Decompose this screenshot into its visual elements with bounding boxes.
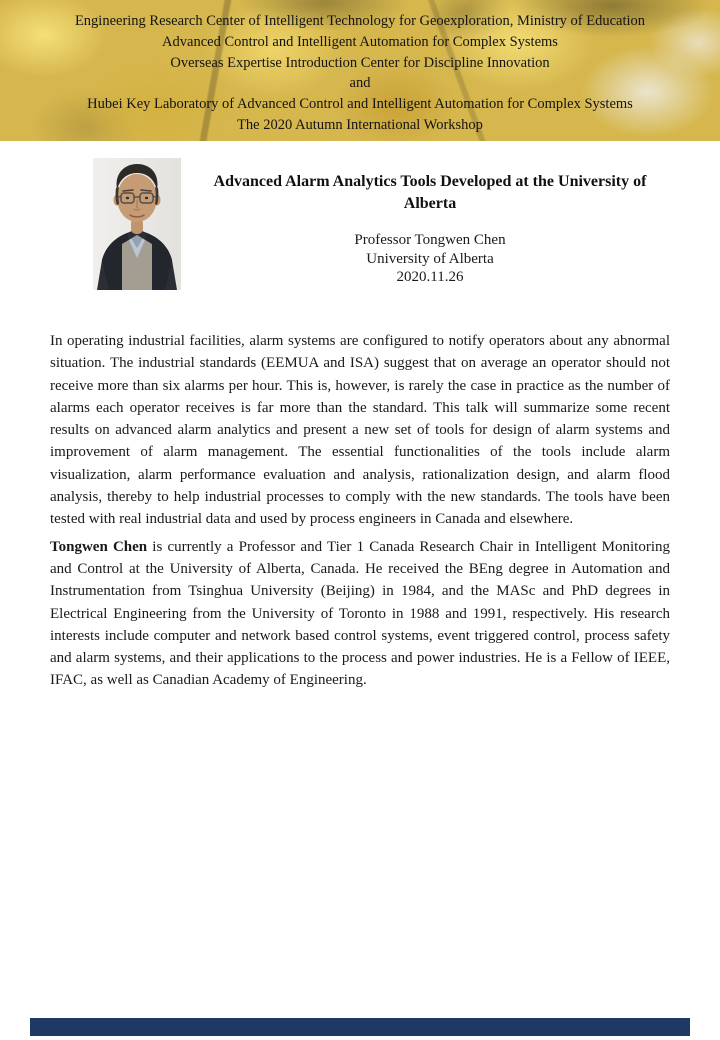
title-block xyxy=(190,171,670,287)
header-line-4: and xyxy=(349,75,371,92)
speaker-block xyxy=(190,231,670,287)
header-line-5: Hubei Key Laboratory of Advanced Control and Intelligent Automation for Complex Systems xyxy=(87,96,633,113)
bio-paragraph xyxy=(50,536,670,692)
header-line-2: Advanced Control and Intelligent Automation for Complex Systems xyxy=(162,33,558,50)
talk-title: Advanced Alarm Analytics Tools Developed at the University of Alberta xyxy=(213,173,647,212)
header-line-1: Engineering Research Center of Intelligent Technology for Geoexploration, Ministry of Education xyxy=(74,13,646,29)
talk-date: 2020.11.26 xyxy=(396,269,464,286)
intro-section xyxy=(0,141,720,337)
abstract-text: In operating industrial facilities, alarm systems are configured to notify operators about any abnormal situation. The industrial standards (EEMUA and ISA) suggest that on average an operator should not receive more than six alarms per hour. This is, however, is rarely the case in practice as the number of alarms each operator receives is far more than the standard. This talk will summarize some recent results on advanced alarm analytics and present a new set of tools for design of alarm systems and improvement of alarm management. The essential functionalities of the tools include alarm visualization, alarm performance evaluation and analysis, rationalization design, and alarm flood analysis, thereby to help industrial processes to comply with the new standards. The tools have been tested with real industrial data and used by process engineers in Canada and elsewhere. xyxy=(50,333,670,528)
header-line-3: Overseas Expertise Introduction Center for Discipline Innovation xyxy=(170,54,550,71)
speaker-name: Professor Tongwen Chen xyxy=(354,232,506,248)
bio-text: is currently a Professor and Tier 1 Canada Research Chair in Intelligent Monitoring and Control at the University of Alberta, Canada. He received the BEng degree in Automation and Instrumentation from Tsinghua University (Beijing) in 1984, and the MASc and PhD degrees in Electrical Engineering from the University of Toronto in 1988 and 1991, respectively. His research interests include computer and network based control systems, event triggered control, process safety and alarm systems, and their applications to the process and power industries. He is a Fellow of IEEE, IFAC, as well as Canadian Academy of Engineering. xyxy=(50,538,670,689)
header-banner xyxy=(0,0,720,141)
body-text xyxy=(50,330,670,697)
speaker-affiliation: University of Alberta xyxy=(366,250,494,267)
bio-name: Tongwen Chen xyxy=(50,538,148,555)
footer-accent-bar xyxy=(30,1018,690,1036)
abstract-paragraph xyxy=(50,330,670,531)
header-line-6: The 2020 Autumn International Workshop xyxy=(237,116,483,133)
speaker-portrait-illustration xyxy=(93,158,181,290)
speaker-photo xyxy=(93,158,181,290)
